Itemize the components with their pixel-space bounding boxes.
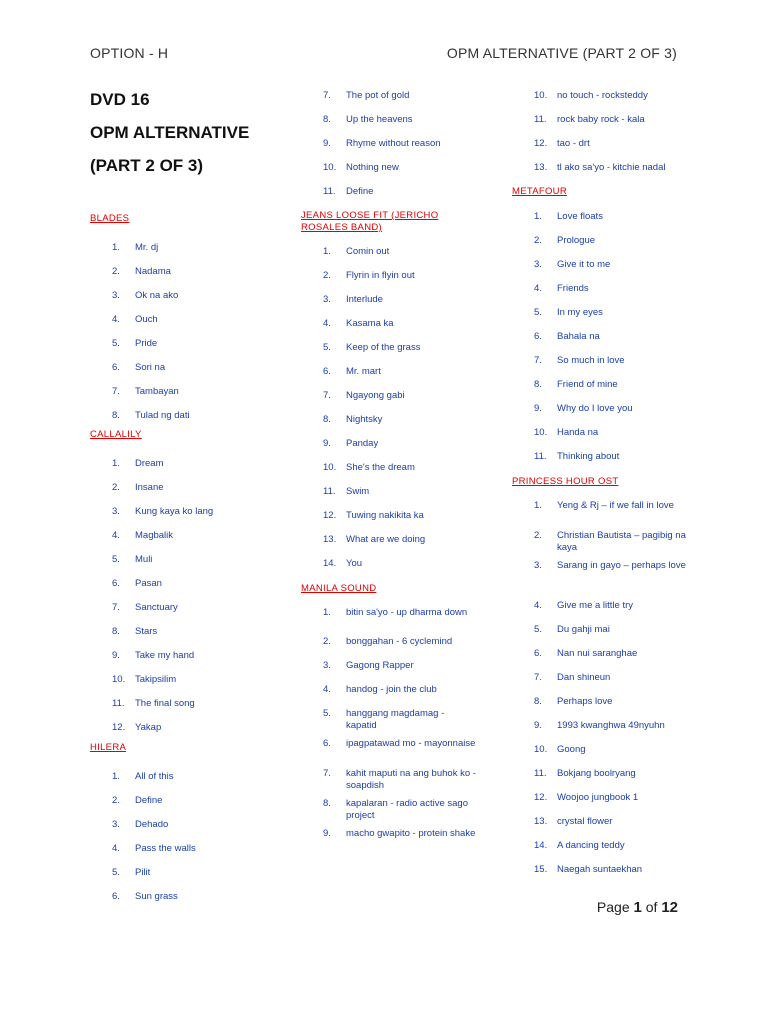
item-number: 3.: [323, 660, 331, 671]
item-title: Insane: [135, 482, 164, 493]
item-title: hanggang magdamag - kapatid: [346, 708, 445, 731]
list-item: [90, 891, 290, 903]
item-title: Nadama: [135, 266, 171, 277]
item-title: She's the dream: [346, 462, 415, 473]
list-item: [301, 414, 501, 426]
section-heading: MANILA SOUND: [301, 583, 377, 594]
list-item: [301, 636, 501, 648]
item-title: In my eyes: [557, 307, 603, 318]
item-number: 6.: [112, 891, 120, 902]
page-indicator: [597, 899, 678, 916]
list-item: [301, 366, 501, 378]
list-item: [301, 684, 501, 696]
list-item: [301, 607, 501, 619]
list-item: [301, 486, 501, 498]
section-heading: HILERA: [90, 742, 127, 753]
list-item: [301, 186, 501, 198]
item-number: 1.: [323, 246, 331, 257]
item-number: 10.: [112, 674, 126, 685]
item-title: Give it to me: [557, 259, 611, 270]
item-number: 10.: [534, 744, 548, 755]
page-label: Page: [596, 899, 630, 915]
list-item: [512, 211, 712, 223]
item-number: 1.: [112, 242, 120, 253]
item-title: Pride: [135, 338, 158, 349]
list-item: [512, 600, 712, 612]
item-title: Bahala na: [557, 331, 600, 342]
list-item: [90, 722, 290, 734]
item-number: 5.: [323, 342, 331, 353]
item-title: Kung kaya ko lang: [135, 506, 214, 517]
item-title: bitin sa'yo - up dharma down: [346, 607, 468, 618]
item-number: 8.: [323, 114, 331, 125]
item-number: 3.: [112, 290, 120, 301]
list-item: [90, 386, 290, 398]
item-number: 7.: [112, 386, 120, 397]
item-number: 2.: [112, 266, 120, 277]
item-title: Comin out: [346, 246, 390, 257]
item-title: The pot of gold: [346, 90, 410, 101]
item-title: Up the heavens: [346, 114, 413, 125]
item-number: 3.: [112, 506, 120, 517]
list-item: [512, 864, 712, 876]
item-number: 5.: [112, 338, 120, 349]
item-number: 8.: [323, 414, 331, 425]
item-number: 6.: [323, 366, 331, 377]
item-number: 6.: [534, 648, 542, 659]
list-item: [90, 843, 290, 855]
item-title: Perhaps love: [557, 696, 613, 707]
item-title: What are we doing: [346, 534, 426, 545]
item-number: 13.: [534, 816, 548, 827]
list-item: [512, 283, 712, 295]
list-item: [512, 672, 712, 684]
list-item: [301, 768, 501, 792]
section-heading: CALLALILY: [90, 429, 142, 440]
genre-title: OPM ALTERNATIVE: [90, 123, 250, 142]
item-number: 3.: [323, 294, 331, 305]
list-item: [90, 650, 290, 662]
item-number: 9.: [534, 720, 542, 731]
item-number: 3.: [112, 819, 120, 830]
item-title: Naegah suntaekhan: [557, 864, 643, 875]
list-item: [90, 626, 290, 638]
list-item: [512, 259, 712, 271]
item-title: Goong: [557, 744, 586, 755]
item-title: Ngayong gabi: [346, 390, 405, 401]
item-title: Takipsilim: [135, 674, 177, 685]
list-item: [301, 390, 501, 402]
item-title: Yeng & Rj – if we fall in love: [557, 500, 674, 511]
item-number: 13.: [323, 534, 337, 545]
item-title: Nan nui saranghae: [557, 648, 638, 659]
item-title: Mr. mart: [346, 366, 381, 377]
item-title: Gagong Rapper: [346, 660, 414, 671]
item-number: 7.: [534, 355, 542, 366]
list-item: [512, 720, 712, 732]
list-item: [512, 355, 712, 367]
item-number: 12.: [534, 138, 548, 149]
list-item: [90, 458, 290, 470]
list-item: [301, 708, 501, 732]
list-item: [512, 530, 712, 554]
item-title: So much in love: [557, 355, 625, 366]
item-number: 7.: [323, 390, 331, 401]
item-title: Thinking about: [557, 451, 620, 462]
item-number: 7.: [534, 672, 542, 683]
item-title: Stars: [135, 626, 158, 637]
item-title: bonggahan - 6 cyclemind: [346, 636, 453, 647]
item-title: Panday: [346, 438, 379, 449]
list-item: [301, 558, 501, 570]
list-item: [301, 798, 501, 822]
item-number: 4.: [112, 843, 120, 854]
list-item: [90, 266, 290, 278]
item-number: 10.: [534, 90, 548, 101]
item-title: kahit maputi na ang buhok ko - soapdish: [346, 768, 476, 791]
list-item: [512, 792, 712, 804]
item-title: Tulad ng dati: [135, 410, 190, 421]
list-item: [90, 362, 290, 374]
list-item: [301, 270, 501, 282]
section-heading: PRINCESS HOUR OST: [512, 476, 619, 487]
item-title: Define: [346, 186, 374, 197]
header-right: OPM ALTERNATIVE (PART 2 OF 3): [446, 45, 677, 61]
item-number: 7.: [323, 768, 331, 779]
page-of: of: [645, 899, 658, 915]
item-number: 5.: [534, 307, 542, 318]
list-item: [301, 660, 501, 672]
item-title: Sarang in gayo – perhaps love: [557, 560, 686, 571]
item-title: kapalaran - radio active sago project: [346, 798, 468, 821]
item-number: 8.: [534, 379, 542, 390]
item-title: Nightsky: [346, 414, 383, 425]
list-item: [512, 840, 712, 852]
item-title: Sori na: [135, 362, 166, 373]
item-title: Swim: [346, 486, 370, 497]
item-title: Tuwing nakikita ka: [346, 510, 424, 521]
item-number: 2.: [534, 530, 542, 541]
item-title: Friend of mine: [557, 379, 618, 390]
list-item: [512, 427, 712, 439]
item-number: 11.: [534, 114, 547, 125]
item-title: Yakap: [135, 722, 162, 733]
list-item: [90, 795, 290, 807]
list-item: [90, 698, 290, 710]
list-item: [90, 410, 290, 422]
item-number: 4.: [112, 314, 120, 325]
item-number: 2.: [323, 636, 331, 647]
item-title: Keep of the grass: [346, 342, 421, 353]
item-number: 8.: [112, 626, 120, 637]
item-number: 7.: [112, 602, 120, 613]
item-title: Muli: [135, 554, 153, 565]
item-title: Take my hand: [135, 650, 195, 661]
list-item: [90, 290, 290, 302]
item-title: Sun grass: [135, 891, 178, 902]
item-number: 9.: [323, 138, 331, 149]
item-title: Give me a little try: [557, 600, 634, 611]
item-title: Dream: [135, 458, 164, 469]
item-title: Du gahji mai: [557, 624, 610, 635]
list-item: [90, 506, 290, 518]
item-number: 14.: [534, 840, 548, 851]
item-title: Ok na ako: [135, 290, 179, 301]
list-item: [301, 438, 501, 450]
page-total: 12: [661, 899, 678, 916]
item-title: no touch - rocksteddy: [557, 90, 648, 101]
list-item: [301, 534, 501, 546]
list-item: [301, 738, 501, 750]
item-number: 1.: [534, 500, 542, 511]
item-number: 11.: [534, 768, 547, 779]
item-number: 12.: [112, 722, 126, 733]
item-number: 10.: [534, 427, 548, 438]
list-item: [301, 294, 501, 306]
item-number: 10.: [323, 162, 337, 173]
item-number: 5.: [323, 708, 331, 719]
list-item: [90, 242, 290, 254]
item-title: All of this: [135, 771, 174, 782]
item-number: 4.: [534, 283, 542, 294]
item-number: 1.: [112, 771, 120, 782]
item-number: 5.: [112, 554, 120, 565]
item-number: 14.: [323, 558, 337, 569]
list-item: [512, 451, 712, 463]
item-number: 15.: [534, 864, 548, 875]
item-title: ipagpatawad mo - mayonnaise: [346, 738, 476, 749]
list-item: [512, 162, 712, 174]
item-number: 8.: [112, 410, 120, 421]
item-number: 2.: [112, 795, 120, 806]
item-number: 11.: [534, 451, 547, 462]
item-number: 2.: [323, 270, 331, 281]
item-title: handog - join the club: [346, 684, 437, 695]
list-item: [90, 771, 290, 783]
list-item: [512, 331, 712, 343]
item-title: Rhyme without reason: [346, 138, 441, 149]
list-item: [90, 314, 290, 326]
item-title: tao - drt: [557, 138, 590, 149]
item-number: 7.: [323, 90, 331, 101]
item-title: The final song: [135, 698, 195, 709]
header-left: OPTION - H: [90, 45, 169, 61]
item-number: 2.: [112, 482, 120, 493]
item-number: 8.: [534, 696, 542, 707]
section-heading: METAFOUR: [512, 186, 567, 197]
list-item: [90, 867, 290, 879]
item-number: 11.: [112, 698, 125, 709]
item-number: 12.: [323, 510, 337, 521]
list-item: [512, 235, 712, 247]
list-item: [301, 246, 501, 258]
list-item: [512, 816, 712, 828]
item-number: 8.: [323, 798, 331, 809]
item-title: Flyrin in flyin out: [346, 270, 415, 281]
item-number: 9.: [323, 828, 331, 839]
list-item: [512, 138, 712, 150]
item-number: 1.: [534, 211, 542, 222]
item-number: 3.: [534, 560, 542, 571]
item-title: Woojoo jungbook 1: [557, 792, 639, 803]
item-title: Pilit: [135, 867, 151, 878]
list-item: [301, 114, 501, 126]
item-number: 2.: [534, 235, 542, 246]
list-item: [301, 90, 501, 102]
list-item: [90, 602, 290, 614]
item-title: Kasama ka: [346, 318, 394, 329]
part-title: (PART 2 OF 3): [90, 156, 204, 175]
item-title: Nothing new: [346, 162, 399, 173]
item-title: Pasan: [135, 578, 162, 589]
item-title: Bokjang boolryang: [557, 768, 636, 779]
list-item: [512, 648, 712, 660]
item-number: 4.: [534, 600, 542, 611]
item-number: 1.: [112, 458, 120, 469]
list-item: [512, 403, 712, 415]
list-item: [301, 318, 501, 330]
item-title: Dan shineun: [557, 672, 611, 683]
item-number: 13.: [534, 162, 548, 173]
list-item: [512, 500, 712, 512]
list-item: [90, 482, 290, 494]
item-number: 6.: [323, 738, 331, 749]
item-number: 6.: [112, 362, 120, 373]
list-item: [512, 696, 712, 708]
item-title: Mr. dj: [135, 242, 159, 253]
page-current: 1: [633, 899, 642, 916]
list-item: [90, 554, 290, 566]
item-title: tl ako sa'yo - kitchie nadal: [557, 162, 666, 173]
item-title: A dancing teddy: [557, 840, 625, 851]
list-item: [301, 828, 501, 840]
list-item: [512, 114, 712, 126]
item-title: crystal flower: [557, 816, 613, 827]
item-title: Sanctuary: [135, 602, 178, 613]
list-item: [301, 510, 501, 522]
item-title: Prologue: [557, 235, 596, 246]
list-item: [301, 462, 501, 474]
list-item: [512, 379, 712, 391]
list-item: [512, 307, 712, 319]
list-item: [512, 560, 712, 572]
list-item: [512, 624, 712, 636]
item-title: You: [346, 558, 363, 569]
section-heading: BLADES: [90, 213, 130, 224]
list-item: [512, 768, 712, 780]
item-number: 4.: [112, 530, 120, 541]
item-number: 5.: [534, 624, 542, 635]
item-title: Interlude: [346, 294, 383, 305]
section-heading: JEANS LOOSE FIT (JERICHO ROSALES BAND): [301, 210, 439, 233]
item-title: Dehado: [135, 819, 169, 830]
item-number: 6.: [534, 331, 542, 342]
item-number: 11.: [323, 186, 336, 197]
item-title: Pass the walls: [135, 843, 196, 854]
item-title: Friends: [557, 283, 589, 294]
item-title: Why do I love you: [557, 403, 633, 414]
item-number: 9.: [112, 650, 120, 661]
item-number: 6.: [112, 578, 120, 589]
item-title: macho gwapito - protein shake: [346, 828, 476, 839]
item-number: 11.: [323, 486, 336, 497]
list-item: [301, 162, 501, 174]
item-number: 9.: [534, 403, 542, 414]
list-item: [301, 138, 501, 150]
item-number: 4.: [323, 684, 331, 695]
list-item: [512, 90, 712, 102]
list-item: [512, 744, 712, 756]
item-number: 1.: [323, 607, 331, 618]
item-title: Christian Bautista – pagibig na kaya: [557, 530, 686, 553]
list-item: [90, 674, 290, 686]
item-number: 5.: [112, 867, 120, 878]
item-number: 3.: [534, 259, 542, 270]
item-number: 9.: [323, 438, 331, 449]
list-item: [90, 530, 290, 542]
list-item: [301, 342, 501, 354]
item-title: rock baby rock - kala: [557, 114, 645, 125]
item-title: Define: [135, 795, 163, 806]
item-number: 12.: [534, 792, 548, 803]
item-title: Love floats: [557, 211, 603, 222]
list-item: [90, 819, 290, 831]
title-block: [90, 88, 249, 187]
dvd-title: DVD 16: [90, 90, 150, 109]
item-title: Tambayan: [135, 386, 179, 397]
item-number: 4.: [323, 318, 331, 329]
item-number: 10.: [323, 462, 337, 473]
list-item: [90, 338, 290, 350]
item-title: Magbalik: [135, 530, 174, 541]
item-title: Handa na: [557, 427, 599, 438]
item-title: 1993 kwanghwa 49nyuhn: [557, 720, 665, 731]
list-item: [90, 578, 290, 590]
item-title: Ouch: [135, 314, 158, 325]
